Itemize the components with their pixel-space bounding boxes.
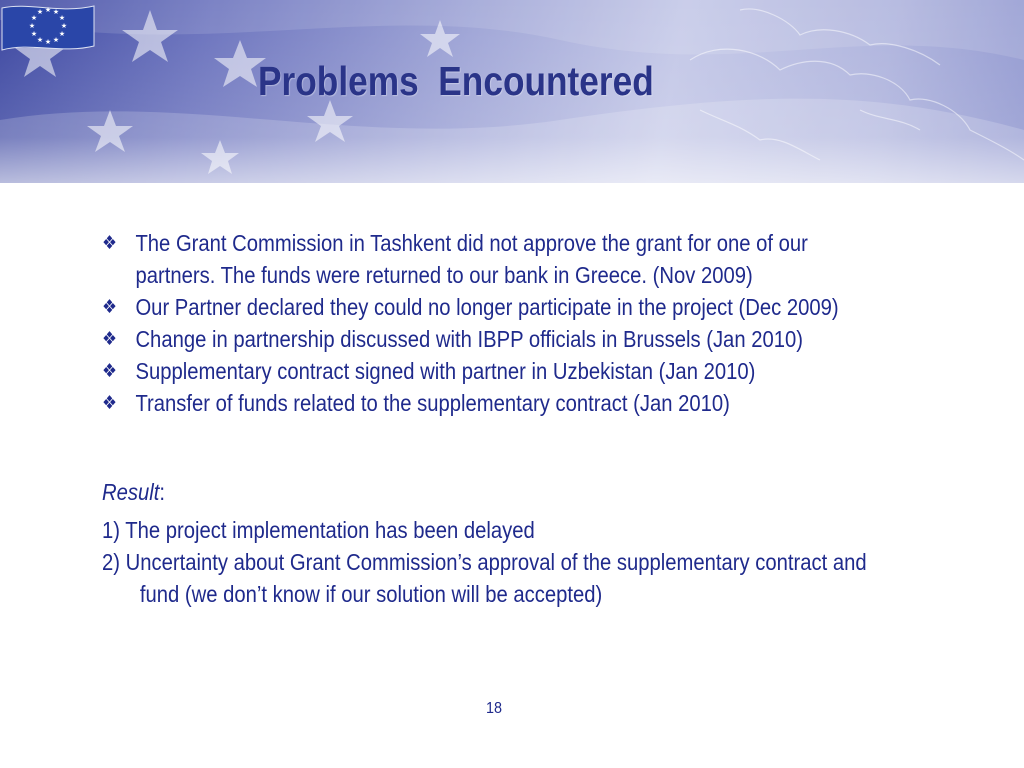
list-item [102,546,867,610]
svg-text:★: ★ [52,36,60,44]
diamond-bullet-icon: ❖ [102,328,118,350]
list-item [102,291,839,323]
list-item-text-continued: partners. The funds were returned to our bank in Greece. (Nov 2009) [135,262,753,288]
problems-list [102,227,939,419]
svg-text:★: ★ [36,8,44,16]
diamond-bullet-icon: ❖ [102,360,118,382]
result-heading [102,476,165,508]
result-label: Result [102,479,160,505]
list-item-text: Transfer of funds related to the supplementary contract (Jan 2010) [135,390,730,416]
list-item-text: Change in partnership discussed with IBPP officials in Brussels (Jan 2010) [135,326,803,352]
list-item [102,227,839,291]
svg-text:★: ★ [36,36,44,44]
list-item [102,355,839,387]
list-item [102,323,839,355]
list-item [102,514,867,546]
list-item [102,387,839,419]
svg-text:★: ★ [44,38,52,46]
svg-text:★: ★ [58,30,66,38]
result-colon: : [159,479,166,505]
svg-text:★: ★ [30,14,38,22]
result-text-continued: fund (we don’t know if our solution will be accepted) [139,581,603,607]
list-item-text: Supplementary contract signed with partner in Uzbekistan (Jan 2010) [135,358,756,384]
svg-text:★: ★ [44,6,52,14]
result-text: 2) Uncertainty about Grant Commission’s approval of the supplementary contract and [102,549,867,575]
svg-text:★: ★ [60,22,68,30]
diamond-bullet-icon: ❖ [102,296,118,318]
result-text: 1) The project implementation has been delayed [102,517,535,543]
svg-text:★: ★ [30,30,38,38]
svg-text:★: ★ [58,14,66,22]
diamond-bullet-icon: ❖ [102,392,118,414]
list-item-text: The Grant Commission in Tashkent did not approve the grant for one of our [135,230,808,256]
diamond-bullet-icon: ❖ [102,232,118,254]
page-number: 18 [486,700,503,717]
page-title: Problems Encountered [258,58,654,104]
svg-text:★: ★ [52,8,60,16]
results-list [102,514,867,610]
list-item-text: Our Partner declared they could no longer participate in the project (Dec 2009) [135,294,839,320]
svg-text:★: ★ [28,22,36,30]
